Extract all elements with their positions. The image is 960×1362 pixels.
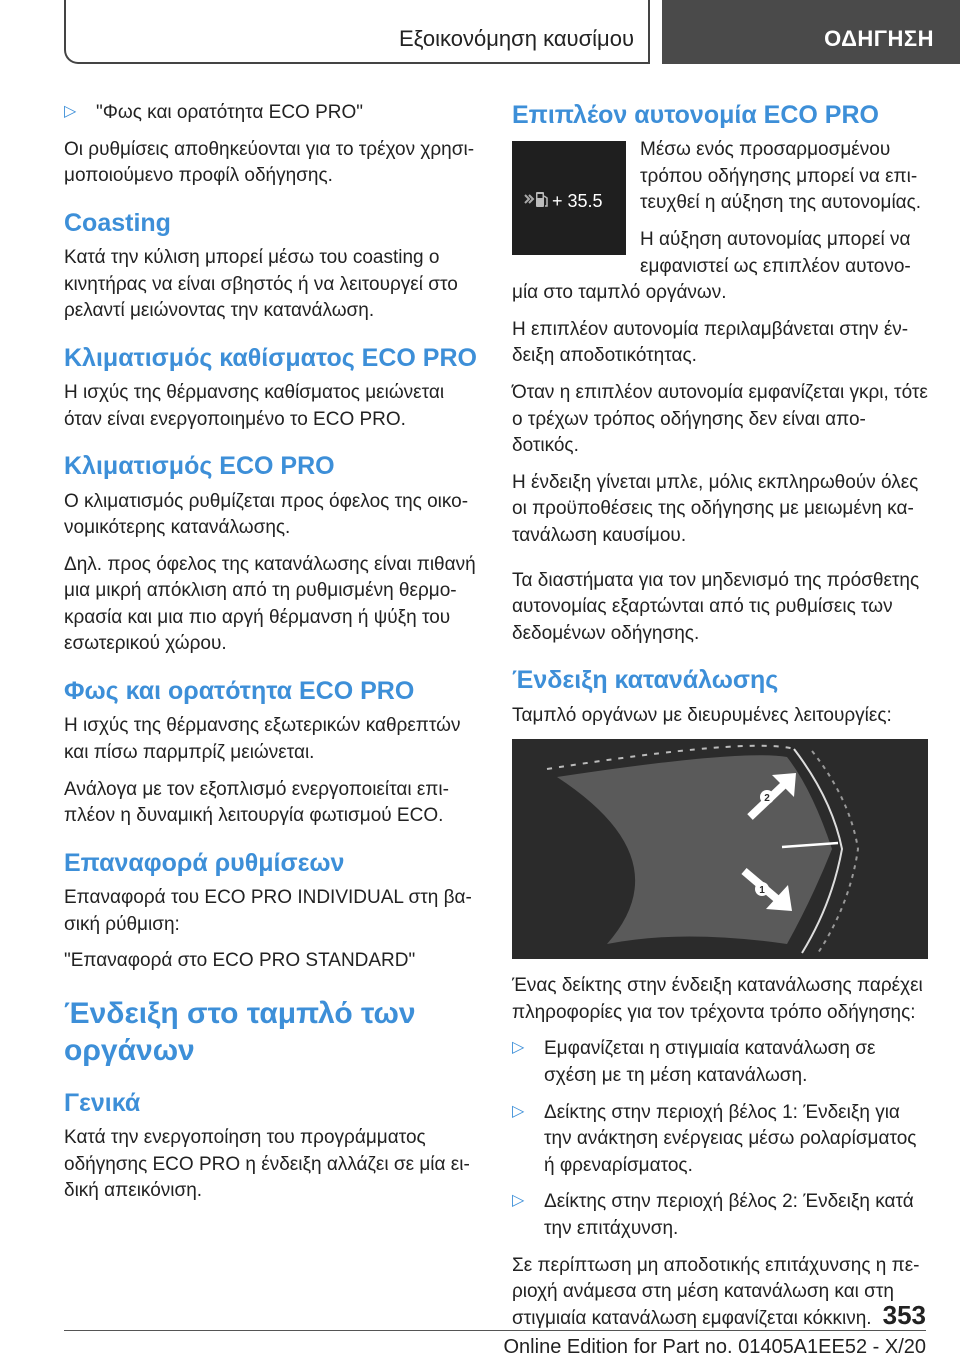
instrument-cluster-image: [512, 739, 928, 959]
header-section-tab: [64, 0, 650, 64]
paragraph: Κατά την κύλιση μπορεί μέσω του coasting ο κινητήρας να είναι σβηστός ή να λειτουργεί στο ρελαντί μειώνοντας την κατανάλωση.: [64, 247, 458, 322]
bullet-text: Δείκτης στην περιοχή βέλος 1: Ένδειξη για την ανάκτηση ενέργειας μέσω ρολαρίσματος ή φρεναρίσματος.: [544, 1101, 917, 1176]
paragraph: Ένας δείκτης στην ένδειξη κατανάλωσης παρέχει πληροφορίες για τον τρέχοντα τρόπο οδήγησης:: [512, 975, 923, 1023]
section-heading-seat-climate: Κλιματισμός καθίσματος ECO PRO: [64, 343, 477, 372]
right-column: [512, 100, 930, 1342]
arrow-1-label: 1: [759, 885, 765, 897]
fuel-pump-icon: [524, 187, 550, 213]
triangle-bullet-icon: ▷: [64, 103, 77, 120]
paragraph: Οι ρυθμίσεις αποθηκεύονται για το τρέχον χρησι- μοποιούμενο προφίλ οδήγησης.: [64, 138, 475, 187]
section-heading-reset: Επαναφορά ρυθμίσεων: [64, 848, 345, 877]
bullet-item: [512, 1100, 930, 1180]
header-section-title: Εξοικονόμηση καυσίμου: [399, 26, 634, 51]
paragraph: Σε περίπτωση μη αποδοτικής επιτάχυνσης η πε- ριοχή ανάμεσα στη μέση κατανάλωση και στη στιγμιαία κατανάλωση εμφανίζεται κόκκινη.: [512, 1254, 920, 1329]
paragraph: Η ισχύς της θέρμανσης καθίσματος μειώνεται όταν είναι ενεργοποιημένο το ECO PRO.: [64, 382, 445, 430]
section-heading-coasting: Coasting: [64, 208, 171, 237]
range-display-image: [512, 141, 626, 255]
chapter-heading-display: Ένδειξη στο ταμπλό των οργάνων: [64, 996, 416, 1068]
section-heading-climate: Κλιματισμός ECO PRO: [64, 452, 335, 481]
range-value: + 35.5: [552, 191, 603, 212]
bullet-text: Δείκτης στην περιοχή βέλος 2: Ένδειξη κατά την επιτάχυνση.: [544, 1191, 914, 1239]
paragraph: Ανάλογα με τον εξοπλισμό ενεργοποιείται επι- πλέον η δυναμική λειτουργία φωτισμού ECO.: [64, 778, 449, 827]
paragraph: Μέσω ενός προσαρμοσμένου τρόπου οδήγησης μπορεί να επι- τευχθεί η αύξηση της αυτονομίας.: [640, 139, 922, 214]
bullet-item: [512, 1036, 930, 1089]
paragraph: Η αύξηση αυτονομίας μπορεί να εμφανιστεί ως επιπλέον αυτονο- μία στο ταμπλό οργάνων.: [512, 229, 911, 304]
paragraph: "Επαναφορά στο ECO PRO STANDARD": [64, 950, 416, 972]
paragraph: Κατά την ενεργοποίηση του προγράμματος οδήγησης ECO PRO η ένδειξη αλλάζει σε μία ει- δική απεικόνιση.: [64, 1126, 470, 1202]
section-heading-general: Γενικά: [64, 1088, 141, 1117]
section-heading-extra-range: Επιπλέον αυτονομία ECO PRO: [512, 101, 879, 129]
header-chapter-tab: [662, 0, 960, 64]
paragraph: Ταμπλό οργάνων με διευρυμένες λειτουργίες:: [512, 704, 892, 726]
paragraph: Δηλ. προς όφελος της κατανάλωσης είναι πιθανή μια μικρή απόκλιση από τη ρυθμισμένη θερμο- κρασία και μια πιο αργή θέρμανση ή ψύξη του εσωτερικού χώρου.: [64, 553, 476, 655]
paragraph: Επαναφορά του ECO PRO INDIVIDUAL στη βα- σική ρύθμιση:: [64, 886, 472, 935]
edition-note: Online Edition for Part no. 01405A1EE52 - X/20: [503, 1336, 926, 1358]
bullet-item: [64, 100, 482, 127]
section-heading-consumption: Ένδειξη κατανάλωσης: [512, 666, 779, 695]
section-heading-light: Φως και ορατότητα ECO PRO: [64, 677, 415, 706]
bullet-text: "Φως και ορατότητα ECO PRO": [96, 102, 364, 123]
header-chapter-title: ΟΔΗΓΗΣΗ: [824, 26, 934, 51]
paragraph: Η επιπλέον αυτονομία περιλαμβάνεται στην έν- δειξη αποδοτικότητας.: [512, 318, 909, 367]
paragraph: Τα διαστήματα για τον μηδενισμό της πρόσθετης αυτονομίας εξαρτώνται από τις ρυθμίσεις των δεδομένων οδήγησης.: [512, 569, 920, 644]
left-column: [64, 100, 482, 1215]
paragraph: Ο κλιματισμός ρυθμίζεται προς όφελος της οικο- νομικότερης κατανάλωσης.: [64, 490, 469, 539]
triangle-bullet-icon: ▷: [512, 1192, 525, 1210]
page-number: 353: [882, 1300, 926, 1330]
bullet-text: Εμφανίζεται η στιγμιαία κατανάλωση σε σχέση με τη μέση κατανάλωση.: [544, 1038, 876, 1086]
bullet-item: [512, 1189, 930, 1242]
paragraph: Όταν η επιπλέον αυτονομία εμφανίζεται γκρι, τότε ο τρέχων τρόπος οδήγησης δεν είναι απο- δοτικός.: [512, 382, 928, 457]
triangle-bullet-icon: ▷: [512, 1039, 525, 1057]
paragraph: Η ένδειξη γίνεται μπλε, μόλις εκπληρωθούν όλες οι προϋποθέσεις της οδήγησης με μειωμένη κα- τανάλωση καυσίμου.: [512, 471, 919, 546]
triangle-bullet-icon: ▷: [512, 1102, 525, 1120]
paragraph: Η ισχύς της θέρμανσης εξωτερικών καθρεπτών και πίσω παρμπρίζ μειώνεται.: [64, 715, 461, 763]
extra-range-block: [512, 137, 930, 317]
arrow-2-label: 2: [764, 793, 770, 805]
footer-divider: [64, 1330, 926, 1331]
consumption-gauge-illustration: [512, 739, 928, 959]
